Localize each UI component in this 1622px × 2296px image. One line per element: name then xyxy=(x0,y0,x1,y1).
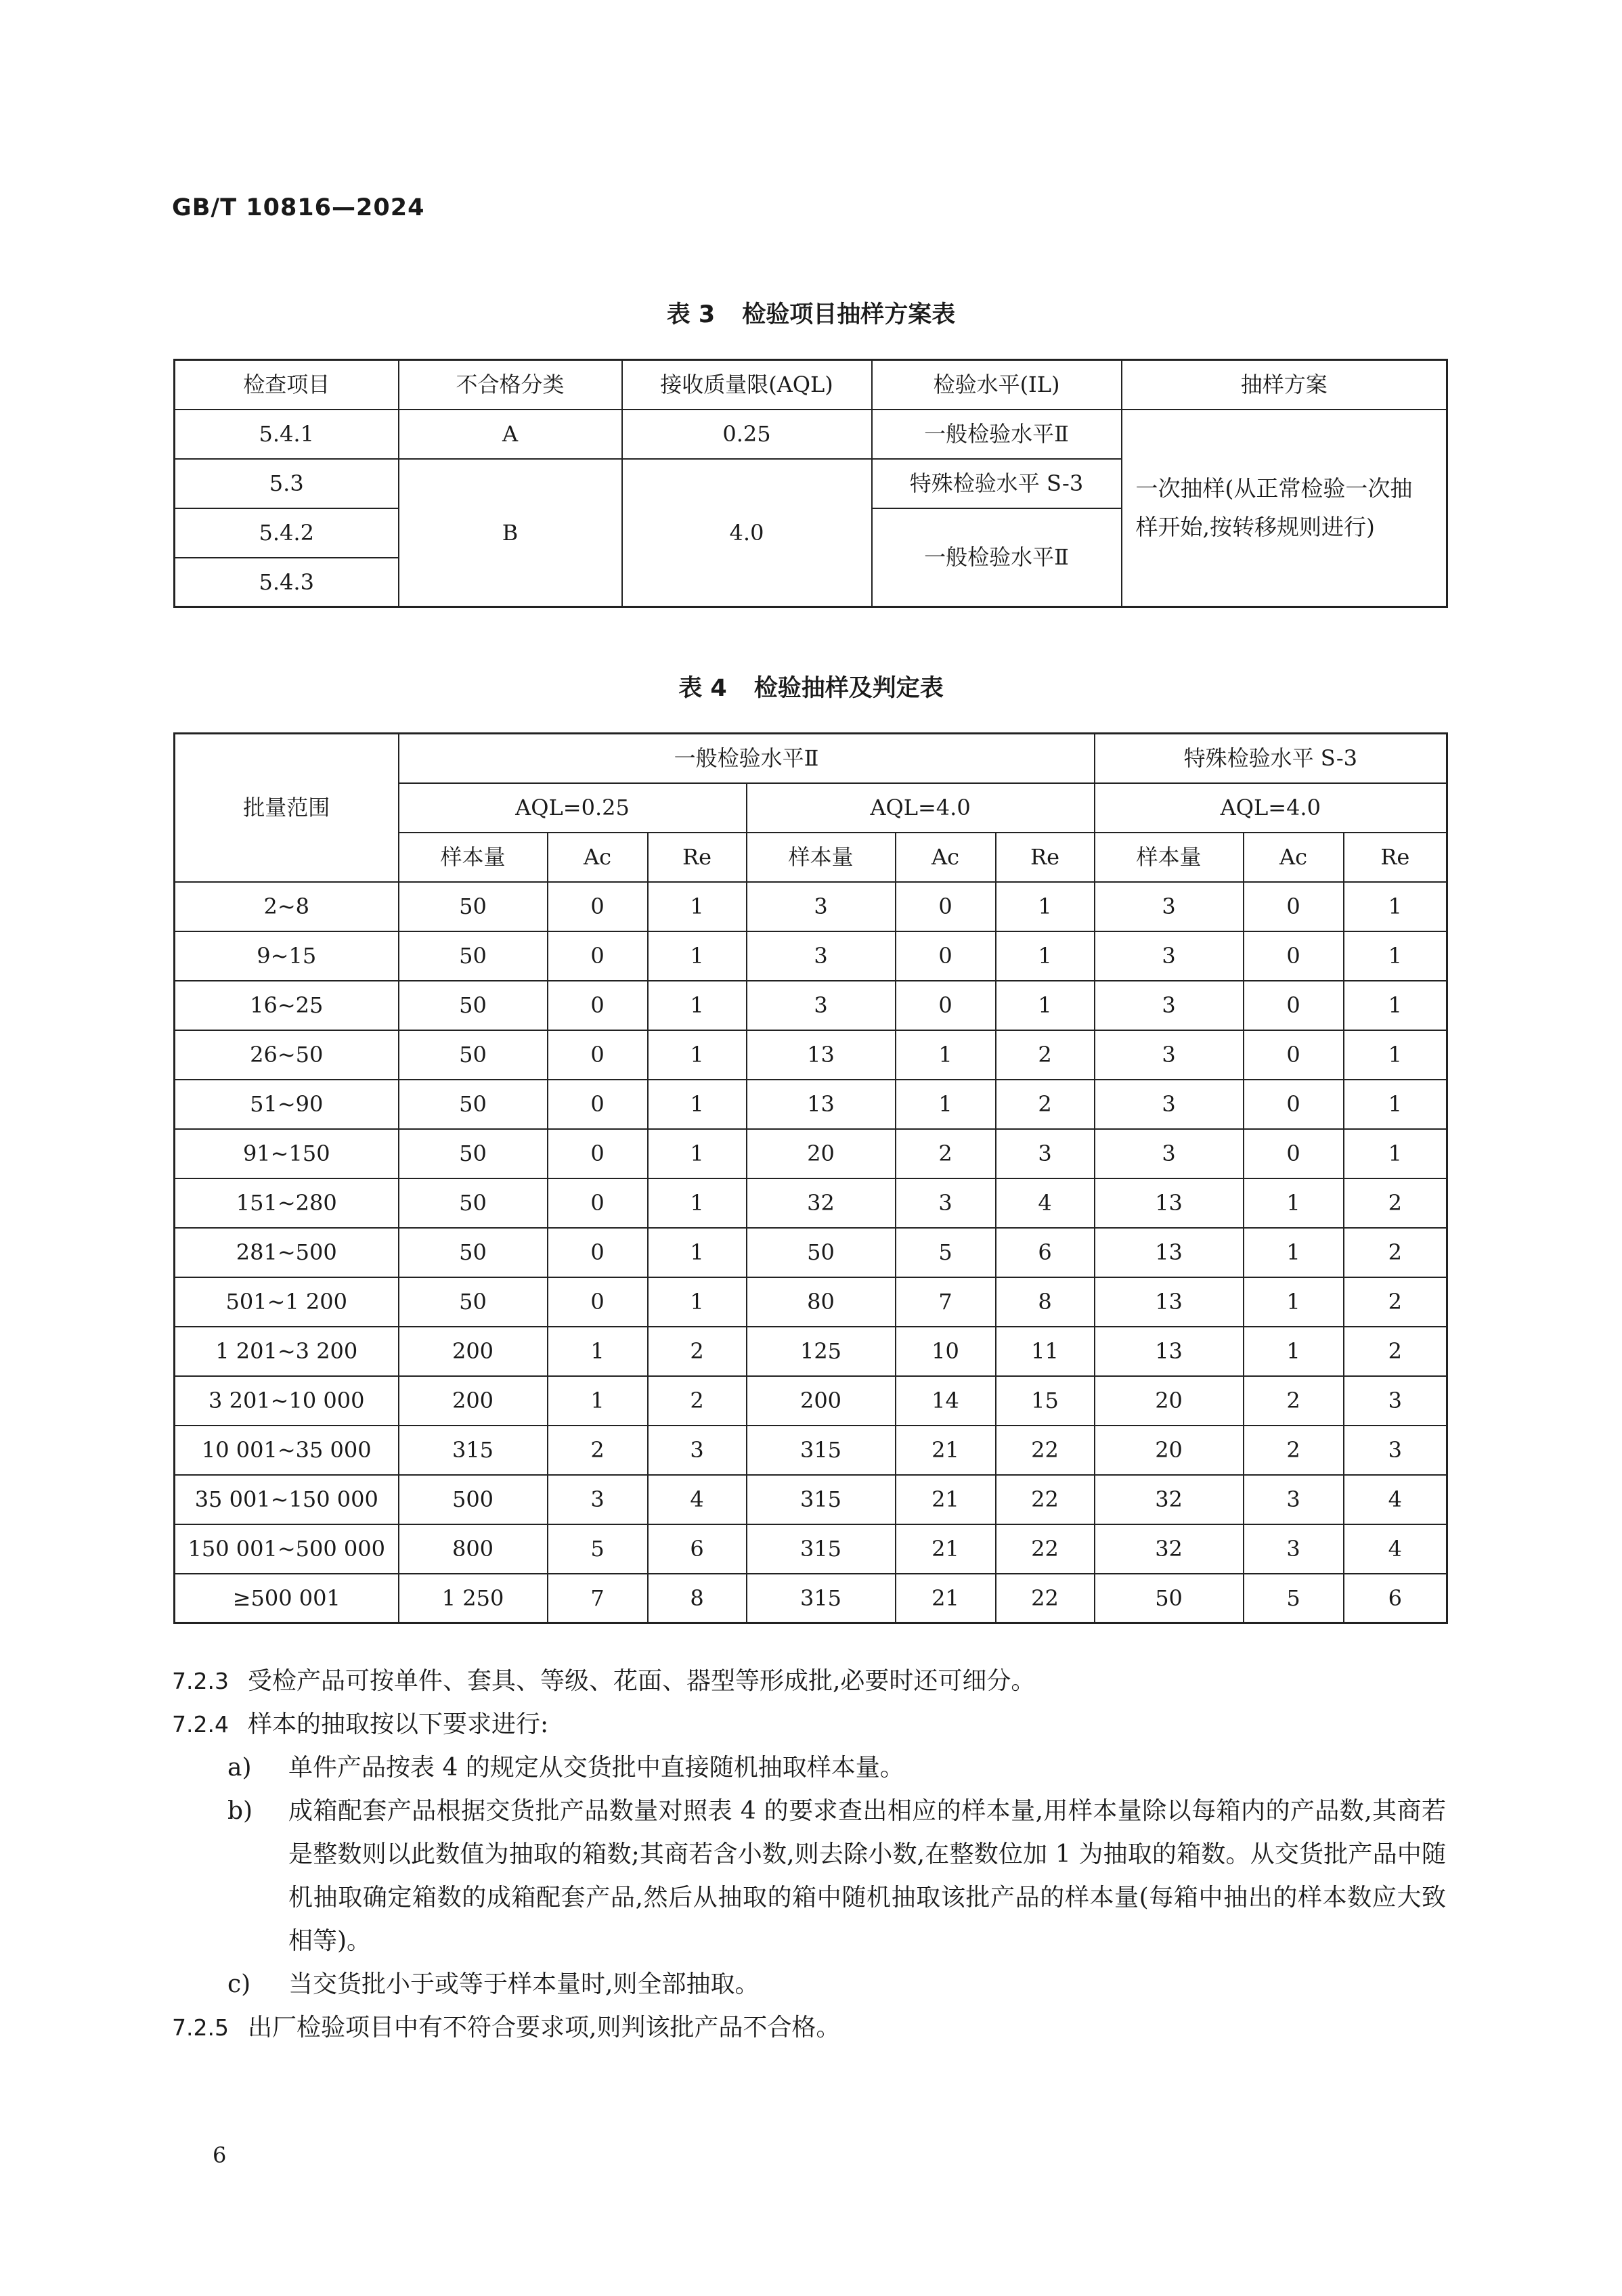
table-cell: 50 xyxy=(399,882,548,931)
table-cell: 315 xyxy=(399,1426,548,1475)
table-cell: 3 xyxy=(1095,931,1244,981)
table-cell: 50 xyxy=(399,931,548,981)
batch-range-cell: 9~15 xyxy=(175,931,399,981)
table-cell: 50 xyxy=(399,1228,548,1277)
table3-class-a: A xyxy=(399,410,622,459)
table-cell: 50 xyxy=(1095,1574,1244,1623)
table4-aql-025: AQL=0.25 xyxy=(399,783,747,833)
table-cell: 315 xyxy=(747,1524,896,1574)
table-cell: 7 xyxy=(548,1574,648,1623)
table-cell: 14 xyxy=(896,1376,996,1426)
table-cell: 500 xyxy=(399,1475,548,1524)
table-cell: 2 xyxy=(1344,1228,1447,1277)
table-cell: 0 xyxy=(1244,1030,1344,1080)
table-cell: 1 xyxy=(648,882,747,931)
table-cell: 10 xyxy=(896,1327,996,1376)
table3-header-cell: 检查项目 xyxy=(175,360,399,410)
table-cell: 3 xyxy=(1344,1376,1447,1426)
table-cell: 4 xyxy=(648,1475,747,1524)
table-cell: 3 xyxy=(1244,1475,1344,1524)
table3-header-row xyxy=(175,360,1447,410)
table-cell: 1 xyxy=(1344,882,1447,931)
table-cell: 6 xyxy=(1344,1574,1447,1623)
table-cell: 1 xyxy=(648,1277,747,1327)
batch-range-cell: 1 201~3 200 xyxy=(175,1327,399,1376)
standard-code: GB/T 10816—2024 xyxy=(172,194,425,221)
table-cell: 1 xyxy=(1244,1277,1344,1327)
table-cell: 22 xyxy=(996,1574,1095,1623)
table-cell: 22 xyxy=(996,1524,1095,1574)
table-row xyxy=(175,1129,1447,1178)
table-cell: 3 xyxy=(996,1129,1095,1178)
table-cell: 8 xyxy=(648,1574,747,1623)
table3-caption xyxy=(0,296,1622,330)
table-cell: 4 xyxy=(1344,1475,1447,1524)
table-cell: 3 xyxy=(747,882,896,931)
table-cell: 20 xyxy=(1095,1376,1244,1426)
clause-number: 7.2.4 xyxy=(172,1711,229,1738)
clause-text: 出厂检验项目中有不符合要求项,则判该批产品不合格。 xyxy=(247,2014,841,2041)
table-cell: 0 xyxy=(548,1030,648,1080)
table-cell: 4 xyxy=(996,1178,1095,1228)
table-cell: 20 xyxy=(1095,1426,1244,1475)
table-cell: 315 xyxy=(747,1574,896,1623)
table-cell: 3 xyxy=(747,931,896,981)
table-cell: 1 xyxy=(1244,1178,1344,1228)
table-cell: 200 xyxy=(747,1376,896,1426)
table-cell: 32 xyxy=(1095,1475,1244,1524)
table-row xyxy=(175,1228,1447,1277)
table-cell: 800 xyxy=(399,1524,548,1574)
table-cell: 2 xyxy=(648,1376,747,1426)
table-cell: 1 xyxy=(648,1129,747,1178)
table-cell: 32 xyxy=(1095,1524,1244,1574)
table-cell: 0 xyxy=(548,1277,648,1327)
table-cell: 0 xyxy=(548,1178,648,1228)
table4-subheader-cell: 样本量 xyxy=(399,833,548,882)
batch-range-cell: 501~1 200 xyxy=(175,1277,399,1327)
table-cell: 1 xyxy=(1344,1080,1447,1129)
table-cell: 2 xyxy=(1244,1426,1344,1475)
table-cell: 80 xyxy=(747,1277,896,1327)
table-cell: 0 xyxy=(548,1228,648,1277)
list-marker: a) xyxy=(227,1754,252,1782)
table-cell: 2 xyxy=(996,1030,1095,1080)
table3-item: 5.4.3 xyxy=(175,558,399,607)
table-cell: 1 xyxy=(1244,1228,1344,1277)
table-cell: 1 xyxy=(896,1030,996,1080)
table4-subheader-cell: Ac xyxy=(548,833,648,882)
table-cell: 0 xyxy=(548,931,648,981)
table4-subheader-cell: Re xyxy=(996,833,1095,882)
table-cell: 1 xyxy=(648,981,747,1030)
table3-header-cell: 不合格分类 xyxy=(399,360,622,410)
list-item-b xyxy=(227,1790,1446,1963)
table4-subheader-cell: Ac xyxy=(1244,833,1344,882)
table-cell: 315 xyxy=(747,1426,896,1475)
table3-number: 表 3 xyxy=(666,301,716,328)
batch-range-cell: 10 001~35 000 xyxy=(175,1426,399,1475)
list-text: 成箱配套产品根据交货批产品数量对照表 4 的要求查出相应的样本量,用样本量除以每箱内的产品数,其商若是整数则以此数值为抽取的箱数;其商若含小数,则去除小数,在整数位加 1 为抽取的箱数。从交货批产品中随机抽取确定箱数的成箱配套产品,然后从抽取的箱中随机抽取该批产品的样本量(每箱中抽出的样本数应大致相等)。 xyxy=(288,1797,1446,1955)
table-cell: 8 xyxy=(996,1277,1095,1327)
table-cell: 7 xyxy=(896,1277,996,1327)
table4-body xyxy=(175,882,1447,1623)
table-cell: 21 xyxy=(896,1426,996,1475)
list-text: 当交货批小于或等于样本量时,则全部抽取。 xyxy=(288,1970,760,1998)
table-cell: 3 xyxy=(1095,882,1244,931)
table-cell: 0 xyxy=(896,882,996,931)
table-cell: 1 xyxy=(1344,1129,1447,1178)
table-cell: 50 xyxy=(399,1129,548,1178)
table4-subheader-cell: Ac xyxy=(896,833,996,882)
table-cell: 50 xyxy=(399,1030,548,1080)
table-cell: 0 xyxy=(896,931,996,981)
table-cell: 1 xyxy=(996,882,1095,931)
table-cell: 2 xyxy=(996,1080,1095,1129)
table4-aql-40-special: AQL=4.0 xyxy=(1095,783,1447,833)
table-cell: 1 xyxy=(548,1327,648,1376)
page-number: 6 xyxy=(213,2142,227,2168)
table-cell: 6 xyxy=(996,1228,1095,1277)
table-cell: 3 xyxy=(1095,1080,1244,1129)
table-cell: 0 xyxy=(1244,1129,1344,1178)
table-cell: 13 xyxy=(747,1030,896,1080)
table-row xyxy=(175,1376,1447,1426)
table-cell: 5 xyxy=(548,1524,648,1574)
table-cell: 1 xyxy=(648,1030,747,1080)
table-row xyxy=(175,1327,1447,1376)
table-cell: 20 xyxy=(747,1129,896,1178)
table-cell: 5 xyxy=(1244,1574,1344,1623)
table-cell: 2 xyxy=(1344,1277,1447,1327)
table-cell: 125 xyxy=(747,1327,896,1376)
table4-general-level: 一般检验水平Ⅱ xyxy=(399,734,1095,783)
list-item-c xyxy=(227,1963,1446,2006)
table-cell: 0 xyxy=(1244,882,1344,931)
table-cell: 3 xyxy=(1344,1426,1447,1475)
table-cell: 2 xyxy=(1244,1376,1344,1426)
table3-aql-b: 4.0 xyxy=(622,459,872,607)
batch-range-cell: 16~25 xyxy=(175,981,399,1030)
table-cell: 0 xyxy=(1244,1080,1344,1129)
table-cell: 0 xyxy=(1244,931,1344,981)
batch-range-cell: 150 001~500 000 xyxy=(175,1524,399,1574)
table-cell: 3 xyxy=(1244,1524,1344,1574)
table-cell: 15 xyxy=(996,1376,1095,1426)
table-cell: 13 xyxy=(1095,1277,1244,1327)
table4-header-row xyxy=(175,734,1447,783)
list-item-a xyxy=(227,1746,1446,1790)
table-cell: 3 xyxy=(1095,981,1244,1030)
table-row xyxy=(175,1030,1447,1080)
table-cell: 50 xyxy=(399,981,548,1030)
table-cell: 32 xyxy=(747,1178,896,1228)
table-cell: 200 xyxy=(399,1327,548,1376)
table-cell: 1 xyxy=(996,931,1095,981)
table4-subheader-cell: 样本量 xyxy=(747,833,896,882)
table-cell: 2 xyxy=(896,1129,996,1178)
table-cell: 1 xyxy=(1244,1327,1344,1376)
table-row xyxy=(175,1475,1447,1524)
clause-number: 7.2.3 xyxy=(172,1668,229,1694)
table4-subheader-cell: Re xyxy=(648,833,747,882)
table-cell: 2 xyxy=(548,1426,648,1475)
clause-7-2-5 xyxy=(172,2006,1451,2050)
table3-item: 5.3 xyxy=(175,459,399,508)
table-row xyxy=(175,1426,1447,1475)
list-text: 单件产品按表 4 的规定从交货批中直接随机抽取样本量。 xyxy=(288,1754,904,1782)
table-cell: 21 xyxy=(896,1524,996,1574)
table-cell: 3 xyxy=(648,1426,747,1475)
table-cell: 3 xyxy=(1095,1030,1244,1080)
table-cell: 6 xyxy=(648,1524,747,1574)
batch-range-cell: 3 201~10 000 xyxy=(175,1376,399,1426)
batch-range-cell: 26~50 xyxy=(175,1030,399,1080)
table-cell: 0 xyxy=(548,1080,648,1129)
table-row xyxy=(175,981,1447,1030)
table-row xyxy=(175,931,1447,981)
table-cell: 0 xyxy=(548,1129,648,1178)
clause-text: 样本的抽取按以下要求进行: xyxy=(247,1710,549,1738)
clause-number: 7.2.5 xyxy=(172,2014,229,2041)
table-cell: 4 xyxy=(1344,1524,1447,1574)
table3-il-general: 一般检验水平Ⅱ xyxy=(872,410,1122,459)
table-cell: 2 xyxy=(1344,1178,1447,1228)
table3-class-b: B xyxy=(399,459,622,607)
table-row xyxy=(175,1277,1447,1327)
table-cell: 22 xyxy=(996,1475,1095,1524)
table-cell: 13 xyxy=(747,1080,896,1129)
batch-range-cell: 51~90 xyxy=(175,1080,399,1129)
table-cell: 3 xyxy=(548,1475,648,1524)
table3-item: 5.4.2 xyxy=(175,508,399,558)
table4-subheader-cell: 样本量 xyxy=(1095,833,1244,882)
table-cell: 1 xyxy=(896,1080,996,1129)
table-cell: 1 xyxy=(1344,981,1447,1030)
table-cell: 50 xyxy=(747,1228,896,1277)
table3-aql-a: 0.25 xyxy=(622,410,872,459)
table-cell: 0 xyxy=(896,981,996,1030)
table-cell: 5 xyxy=(896,1228,996,1277)
table3-item: 5.4.1 xyxy=(175,410,399,459)
table-cell: 1 xyxy=(548,1376,648,1426)
batch-range-cell: 2~8 xyxy=(175,882,399,931)
table-cell: 22 xyxy=(996,1426,1095,1475)
table-row xyxy=(175,1574,1447,1623)
table-cell: 0 xyxy=(1244,981,1344,1030)
table-cell: 13 xyxy=(1095,1228,1244,1277)
clause-7-2-4 xyxy=(172,1703,1451,1746)
table3-header-cell: 接收质量限(AQL) xyxy=(622,360,872,410)
batch-range-cell: 151~280 xyxy=(175,1178,399,1228)
table3-il-general-b: 一般检验水平Ⅱ xyxy=(872,508,1122,607)
table-row xyxy=(175,1524,1447,1574)
table-cell: 13 xyxy=(1095,1327,1244,1376)
batch-range-cell: 91~150 xyxy=(175,1129,399,1178)
table-cell: 1 xyxy=(648,931,747,981)
table3-il-special: 特殊检验水平 S-3 xyxy=(872,459,1122,508)
table-cell: 3 xyxy=(896,1178,996,1228)
table-cell: 21 xyxy=(896,1475,996,1524)
table4-special-level: 特殊检验水平 S-3 xyxy=(1095,734,1447,783)
table-cell: 0 xyxy=(548,981,648,1030)
table-cell: 3 xyxy=(1095,1129,1244,1178)
table-cell: 2 xyxy=(648,1327,747,1376)
batch-range-cell: 281~500 xyxy=(175,1228,399,1277)
table3-plan: 一次抽样(从正常检验一次抽样开始,按转移规则进行) xyxy=(1122,410,1447,607)
table-cell: 315 xyxy=(747,1475,896,1524)
batch-range-cell: 35 001~150 000 xyxy=(175,1475,399,1524)
table-row xyxy=(175,882,1447,931)
table-cell: 200 xyxy=(399,1376,548,1426)
table-cell: 11 xyxy=(996,1327,1095,1376)
table-cell: 1 xyxy=(1344,931,1447,981)
table-cell: 2 xyxy=(1344,1327,1447,1376)
table3-header-cell: 抽样方案 xyxy=(1122,360,1447,410)
table-cell: 13 xyxy=(1095,1178,1244,1228)
list-marker: b) xyxy=(227,1797,253,1825)
table-cell: 3 xyxy=(747,981,896,1030)
table4 xyxy=(173,732,1448,1624)
table-cell: 1 xyxy=(648,1178,747,1228)
table4-subheader-cell: Re xyxy=(1344,833,1447,882)
table-cell: 0 xyxy=(548,882,648,931)
table-cell: 1 xyxy=(1344,1030,1447,1080)
table-row xyxy=(175,410,1447,459)
table4-title: 检验抽样及判定表 xyxy=(753,675,944,702)
table-cell: 50 xyxy=(399,1080,548,1129)
clause-7-2-3 xyxy=(172,1660,1451,1703)
table3-header-cell: 检验水平(IL) xyxy=(872,360,1122,410)
table-cell: 1 xyxy=(648,1080,747,1129)
table-cell: 50 xyxy=(399,1178,548,1228)
batch-range-cell: ≥500 001 xyxy=(175,1574,399,1623)
table-cell: 1 xyxy=(648,1228,747,1277)
table4-batch-range-header: 批量范围 xyxy=(175,734,399,882)
table-cell: 1 xyxy=(996,981,1095,1030)
table-row xyxy=(175,1080,1447,1129)
clause-text: 受检产品可按单件、套具、等级、花面、器型等形成批,必要时还可细分。 xyxy=(247,1667,1036,1695)
table-cell: 1 250 xyxy=(399,1574,548,1623)
table-row xyxy=(175,1178,1447,1228)
table3 xyxy=(173,359,1448,608)
table-cell: 50 xyxy=(399,1277,548,1327)
table3-title: 检验项目抽样方案表 xyxy=(742,301,956,328)
table4-number: 表 4 xyxy=(678,675,727,702)
table4-aql-40-general: AQL=4.0 xyxy=(747,783,1095,833)
list-marker: c) xyxy=(227,1970,251,1998)
table-cell: 21 xyxy=(896,1574,996,1623)
table4-caption xyxy=(0,669,1622,703)
